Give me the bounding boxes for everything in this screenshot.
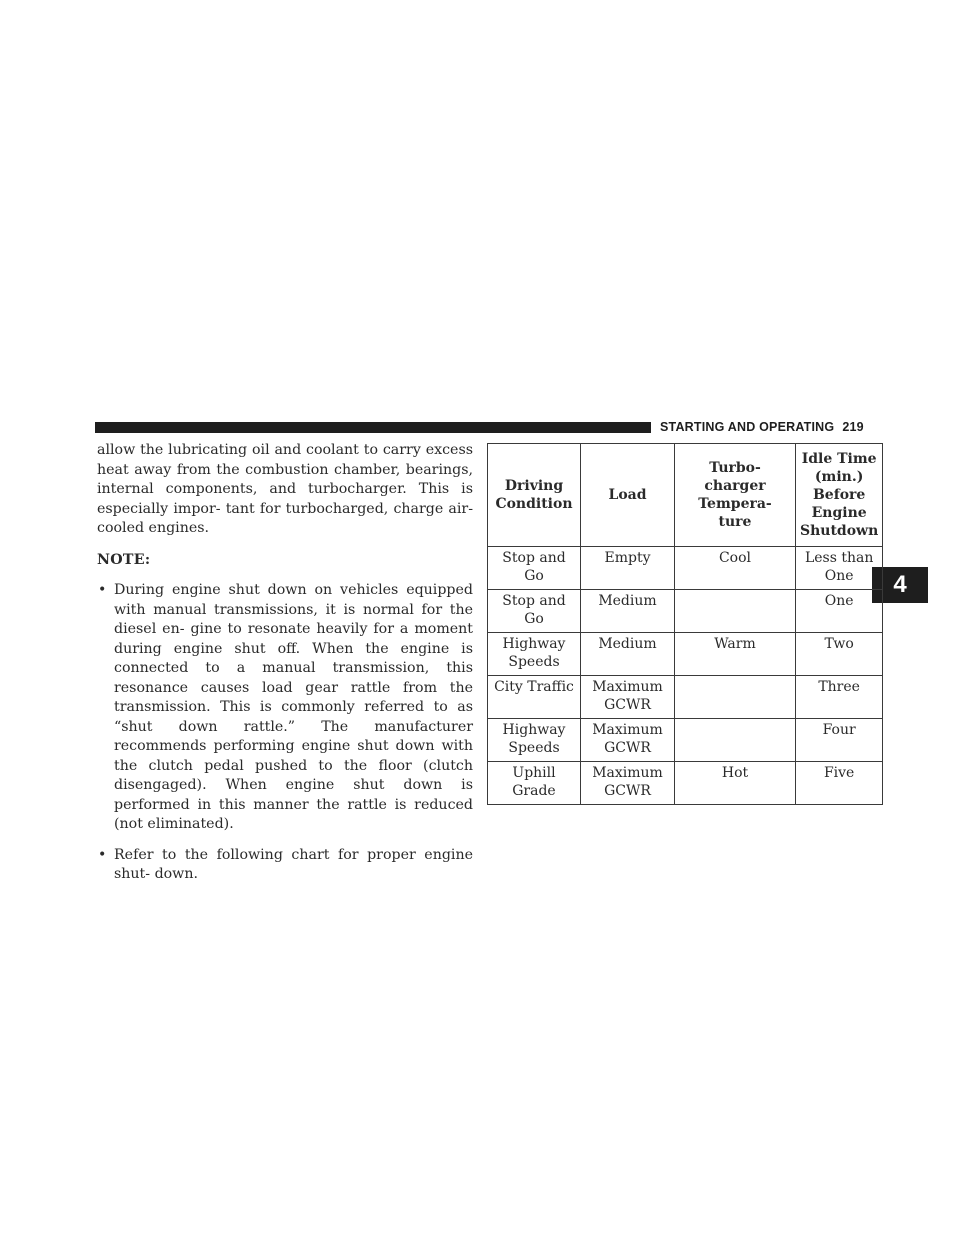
table-row (488, 676, 883, 719)
cell-turbo-temp (675, 590, 796, 633)
text-line: “shut down rattle.” The manufacturer recommends (114, 718, 473, 754)
text-line: During engine shut down on vehicles equipped with (114, 582, 473, 618)
cell-idle-time: Five (796, 762, 883, 805)
intro-paragraph (97, 441, 473, 539)
table-row (488, 547, 883, 590)
cell-turbo-temp: Hot (675, 762, 796, 805)
text-line: from the transmission. This is commonly referred to as (114, 679, 473, 715)
cell-load: Maximum GCWR (581, 676, 675, 719)
cell-load: Medium (581, 590, 675, 633)
chapter-tab: 4 (872, 567, 928, 603)
cell-idle-time: One (796, 590, 883, 633)
table-row (488, 633, 883, 676)
cell-idle-time: Two (796, 633, 883, 676)
text-line: away from the combustion chamber, bearings, internal (97, 461, 474, 497)
header-turbo-temperature: Turbo- charger Tempera- ture (675, 444, 796, 547)
cell-idle-time: Four (796, 719, 883, 762)
cell-load: Maximum GCWR (581, 762, 675, 805)
cell-turbo-temp: Warm (675, 633, 796, 676)
text-line: tant for turbocharged, charge air-cooled engines. (97, 500, 474, 536)
text-line: transmission, this resonance causes load gear rattle (114, 660, 473, 696)
cell-load: Empty (581, 547, 675, 590)
text-line: manual transmissions, it is normal for the diesel en- (114, 601, 474, 637)
header-idle-time: Idle Time (min.) Before Engine Shutdown (796, 444, 883, 547)
page-number: 219 (842, 420, 864, 434)
cell-condition: Highway Speeds (488, 719, 581, 762)
text-line: performing engine shut down with the clutch pedal (114, 738, 474, 774)
text-line: shut down is performed in this manner the rattle is (114, 777, 473, 813)
section-title: STARTING AND OPERATING (660, 420, 835, 434)
table-header-row (488, 444, 883, 547)
bullet-item (97, 846, 473, 885)
cell-turbo-temp (675, 719, 796, 762)
cell-turbo-temp: Cool (675, 547, 796, 590)
cell-idle-time: Less than One (796, 547, 883, 590)
table-row (488, 762, 883, 805)
running-header (660, 420, 864, 434)
cell-turbo-temp (675, 676, 796, 719)
table-row (488, 719, 883, 762)
header-rule (95, 422, 651, 433)
text-line: reduced (not eliminated). (114, 796, 473, 832)
text-line: components, and turbocharger. This is especially impor- (97, 481, 473, 517)
text-line: pushed to the floor (clutch disengaged). When engine (114, 757, 473, 793)
cell-condition: Highway Speeds (488, 633, 581, 676)
header-load: Load (581, 444, 675, 547)
note-heading: NOTE: (97, 551, 151, 568)
bullet-item (97, 581, 473, 835)
cell-load: Medium (581, 633, 675, 676)
text-line: shut off. When the engine is connected to a manual (114, 640, 473, 676)
bullet-dot-icon: • (98, 582, 107, 598)
header-driving-condition: Driving Condition (488, 444, 581, 547)
text-line: Refer to the following chart for proper engine shut- (114, 846, 473, 882)
bullet-dot-icon: • (98, 846, 107, 863)
cell-condition: Stop and Go (488, 590, 581, 633)
text-line: down. (154, 866, 198, 882)
cell-load: Maximum GCWR (581, 719, 675, 762)
cell-condition: Stop and Go (488, 547, 581, 590)
text-line: allow the lubricating oil and coolant to carry excess heat (97, 442, 473, 478)
table-row (488, 590, 883, 633)
cell-condition: Uphill Grade (488, 762, 581, 805)
idle-time-table (487, 443, 883, 805)
cell-condition: City Traffic (488, 676, 581, 719)
cell-idle-time: Three (796, 676, 883, 719)
text-line: gine to resonate heavily for a moment during engine (114, 621, 474, 657)
body-text (97, 441, 473, 885)
